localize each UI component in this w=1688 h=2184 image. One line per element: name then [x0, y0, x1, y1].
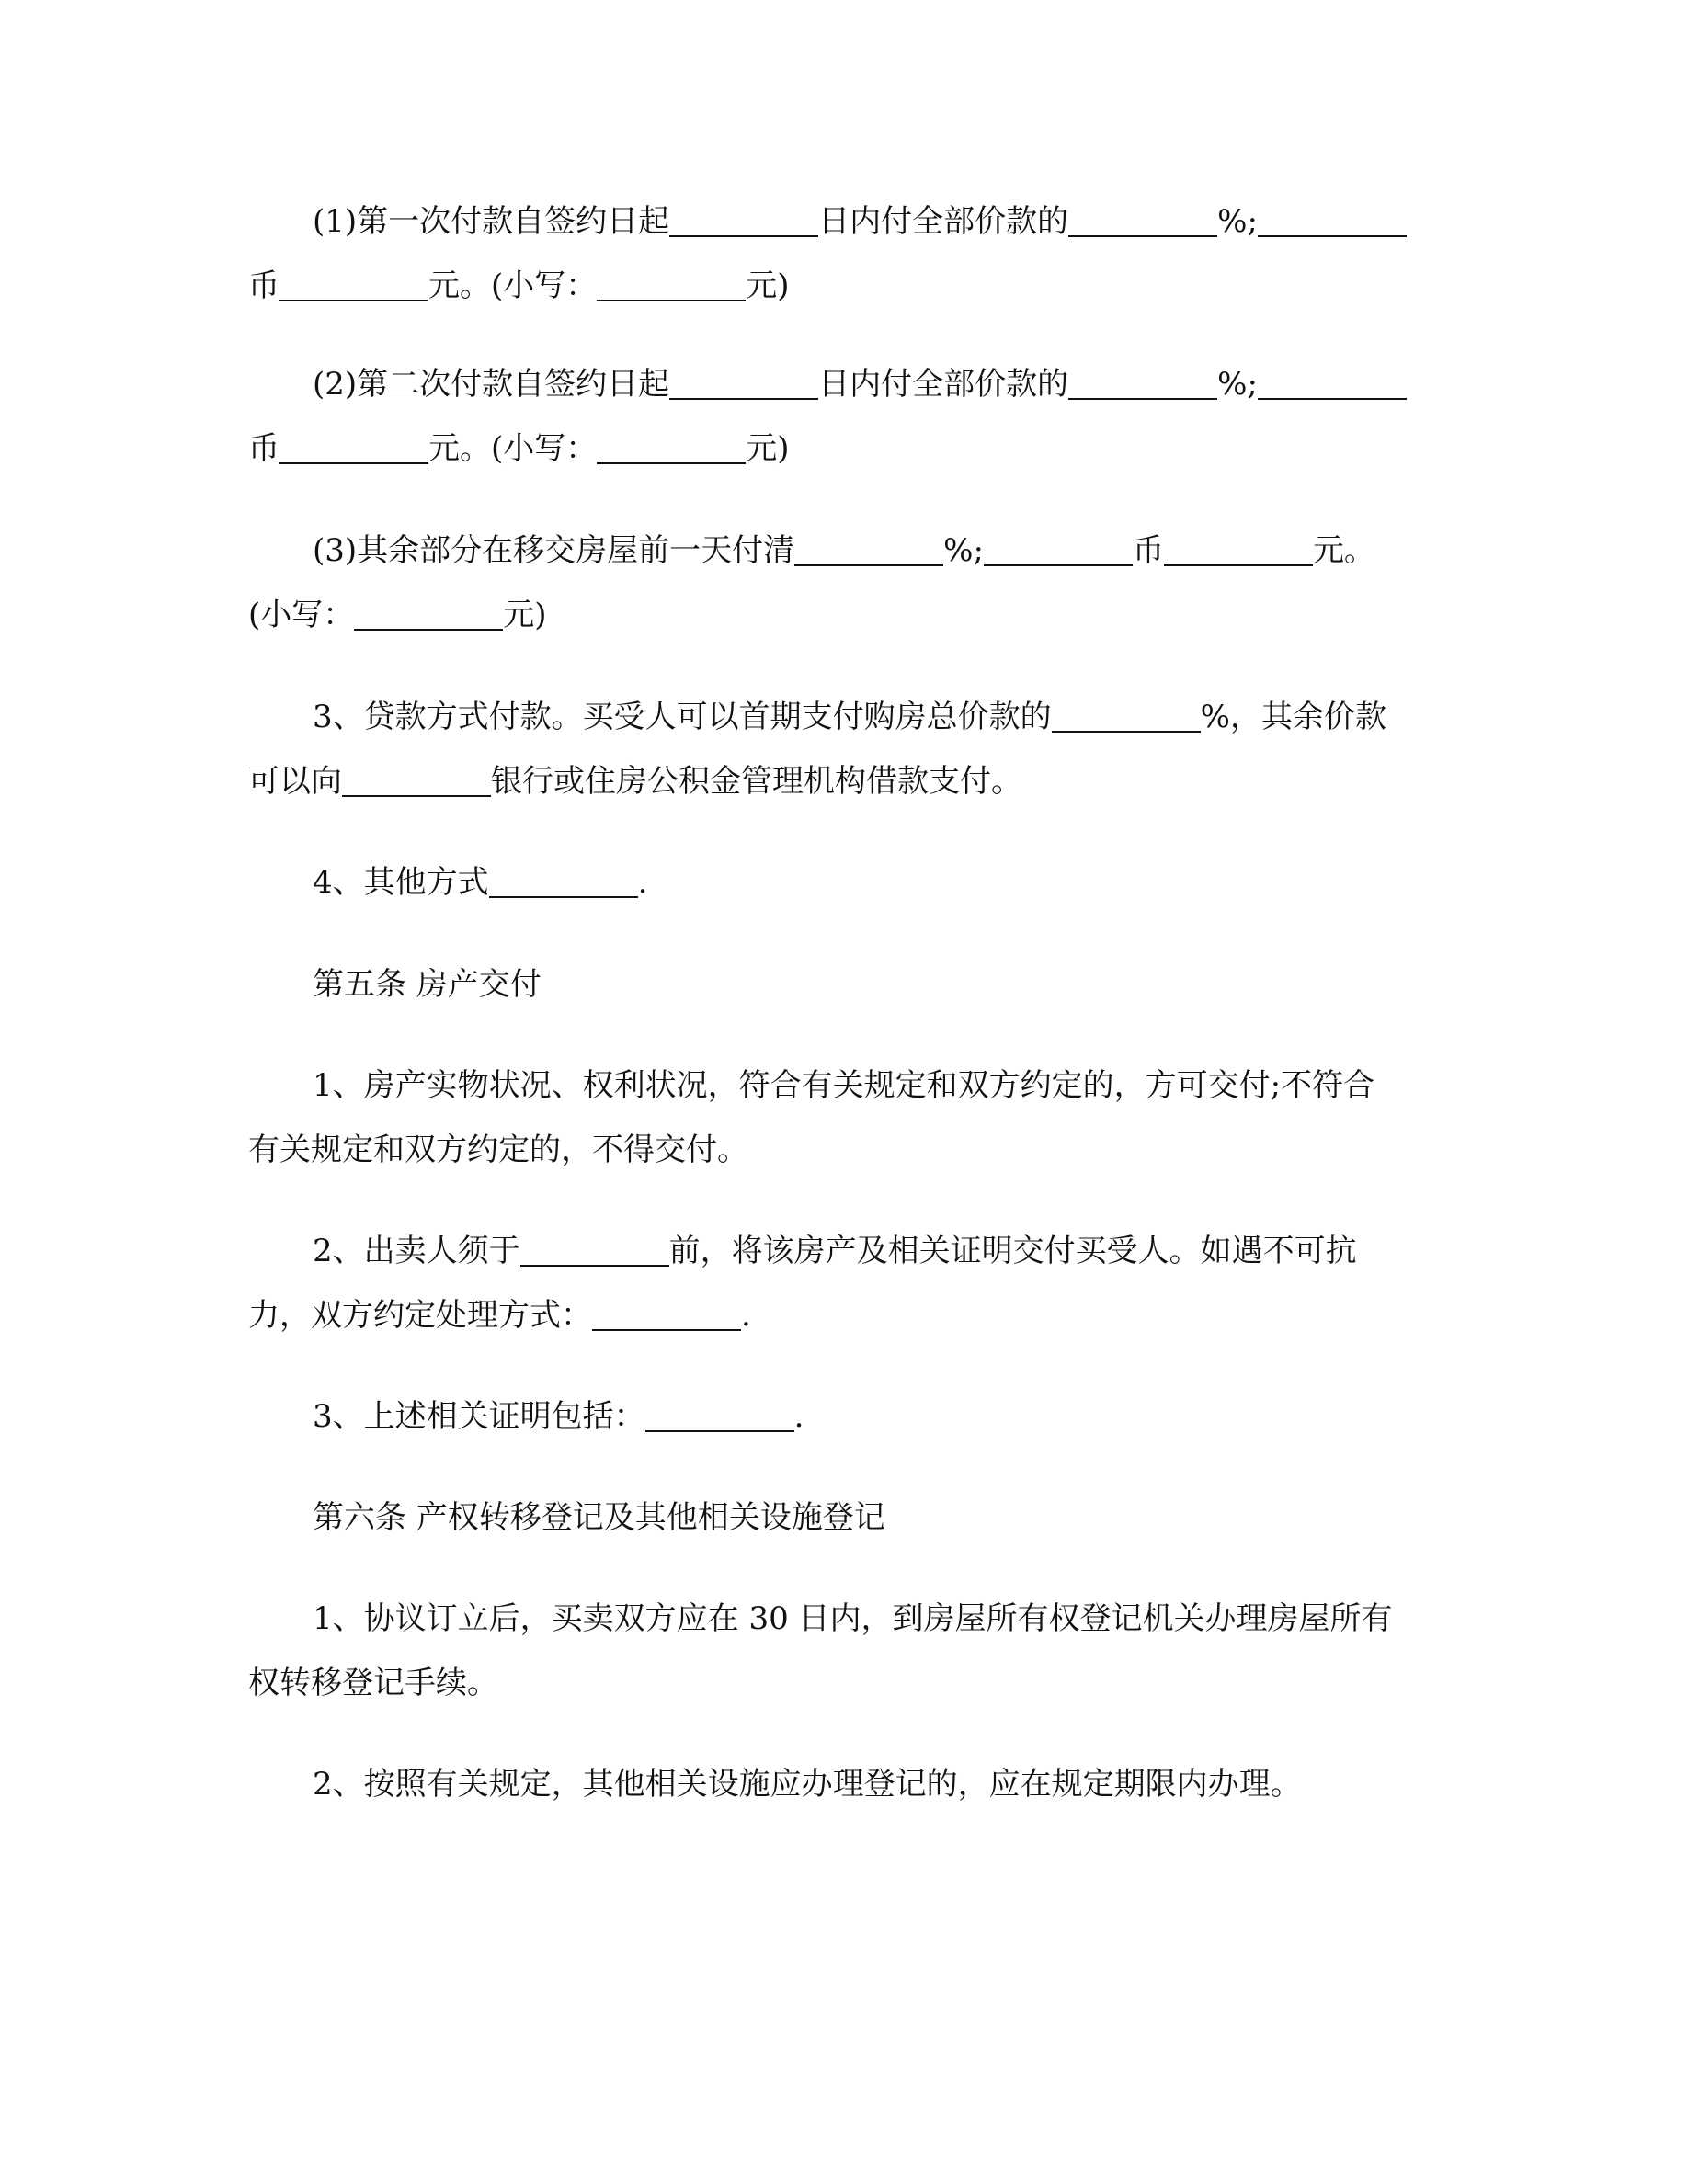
- text-line: [248, 1219, 1431, 1283]
- section-heading-article-5: [248, 952, 1431, 1017]
- text-segment: 元。(小写：: [428, 430, 598, 467]
- text-line: 2、按照有关规定，其他相关设施应办理登记的，应在规定期限内办理。: [313, 1766, 1302, 1803]
- paragraph-delivery-condition: [248, 1053, 1431, 1182]
- text-segment: 元。(小写：: [428, 267, 598, 304]
- text-segment: (2)第二次付款自签约日起: [313, 366, 670, 403]
- paragraph-facility-registration: [248, 1752, 1431, 1816]
- text-line: [248, 189, 1431, 254]
- fill-blank[interactable]: [1258, 204, 1407, 237]
- text-line: [248, 518, 1431, 583]
- fill-blank[interactable]: [342, 764, 491, 797]
- fill-blank[interactable]: [1068, 204, 1217, 237]
- text-segment: %;: [1217, 366, 1258, 403]
- text-line: 1、房产实物状况、权利状况，符合有关规定和双方约定的，方可交付;不符合: [313, 1067, 1375, 1104]
- text-segment: 可以向: [248, 763, 342, 800]
- text-line: 第六条 产权转移登记及其他相关设施登记: [313, 1499, 885, 1536]
- text-segment: 银行或住房公积金管理机构借款支付。: [491, 763, 1022, 800]
- fill-blank[interactable]: [1068, 367, 1217, 400]
- fill-blank[interactable]: [279, 431, 428, 464]
- fill-blank[interactable]: [592, 1298, 741, 1331]
- text-segment: .: [793, 1398, 804, 1435]
- paragraph-first-payment: [248, 189, 1431, 318]
- text-segment: %;: [1217, 203, 1258, 240]
- fill-blank[interactable]: [597, 268, 746, 301]
- text-segment: 日内付全部价款的: [818, 366, 1069, 403]
- text-line: [248, 1283, 1431, 1348]
- fill-blank[interactable]: [669, 367, 818, 400]
- fill-blank[interactable]: [354, 597, 503, 631]
- text-segment: .: [637, 864, 648, 901]
- text-line: [248, 352, 1431, 416]
- text-segment: 力，双方约定处理方式：: [248, 1297, 592, 1334]
- fill-blank[interactable]: [1164, 533, 1313, 566]
- paragraph-loan-payment: [248, 685, 1431, 813]
- text-segment: 4、其他方式: [313, 864, 489, 901]
- text-segment: %，其余价款: [1200, 699, 1386, 735]
- paragraph-delivery-deadline: [248, 1219, 1431, 1348]
- text-segment: (小写：: [248, 597, 355, 633]
- text-segment: 币: [248, 267, 279, 304]
- fill-blank[interactable]: [520, 1234, 669, 1267]
- text-segment: 元): [503, 597, 547, 633]
- fill-blank[interactable]: [1258, 367, 1407, 400]
- text-segment: 3、上述相关证明包括：: [313, 1398, 645, 1435]
- text-line: [248, 1384, 1431, 1449]
- text-line: [248, 749, 1431, 813]
- text-line: 1、协议订立后，买卖双方应在 30 日内，到房屋所有权登记机关办理房屋所有: [313, 1600, 1393, 1637]
- text-segment: .: [741, 1297, 751, 1334]
- text-segment: 币: [248, 430, 279, 467]
- text-segment: 币: [1132, 532, 1164, 569]
- fill-blank[interactable]: [794, 533, 943, 566]
- text-segment: (1)第一次付款自签约日起: [313, 203, 670, 240]
- fill-blank[interactable]: [669, 204, 818, 237]
- text-segment: 前，将该房产及相关证明交付买受人。如遇不可抗: [668, 1233, 1357, 1269]
- text-segment: 日内付全部价款的: [818, 203, 1069, 240]
- paragraph-other-payment: [248, 850, 1431, 915]
- text-line: [248, 850, 1431, 915]
- fill-blank[interactable]: [597, 431, 746, 464]
- text-line: [248, 583, 1431, 647]
- text-segment: 2、出卖人须于: [313, 1233, 520, 1269]
- fill-blank[interactable]: [984, 533, 1133, 566]
- text-segment: 元): [746, 430, 790, 467]
- text-line: [248, 416, 1431, 481]
- text-line: 有关规定和双方约定的，不得交付。: [248, 1132, 748, 1168]
- text-line: [248, 254, 1431, 318]
- text-line: 第五条 房产交付: [313, 966, 542, 1003]
- fill-blank[interactable]: [645, 1399, 794, 1432]
- text-segment: 元。: [1312, 532, 1375, 569]
- paragraph-second-payment: [248, 352, 1431, 481]
- paragraph-remaining-payment: [248, 518, 1431, 647]
- text-segment: 3、贷款方式付款。买受人可以首期支付购房总价款的: [313, 699, 1052, 735]
- fill-blank[interactable]: [489, 865, 638, 898]
- text-segment: 元): [746, 267, 790, 304]
- paragraph-transfer-registration: [248, 1587, 1431, 1715]
- text-line: 权转移登记手续。: [248, 1665, 498, 1701]
- paragraph-related-certificates: [248, 1384, 1431, 1449]
- fill-blank[interactable]: [279, 268, 428, 301]
- section-heading-article-6: [248, 1485, 1431, 1550]
- text-line: [248, 685, 1431, 749]
- text-segment: %;: [943, 532, 984, 569]
- text-segment: (3)其余部分在移交房屋前一天付清: [313, 532, 795, 569]
- fill-blank[interactable]: [1052, 700, 1201, 733]
